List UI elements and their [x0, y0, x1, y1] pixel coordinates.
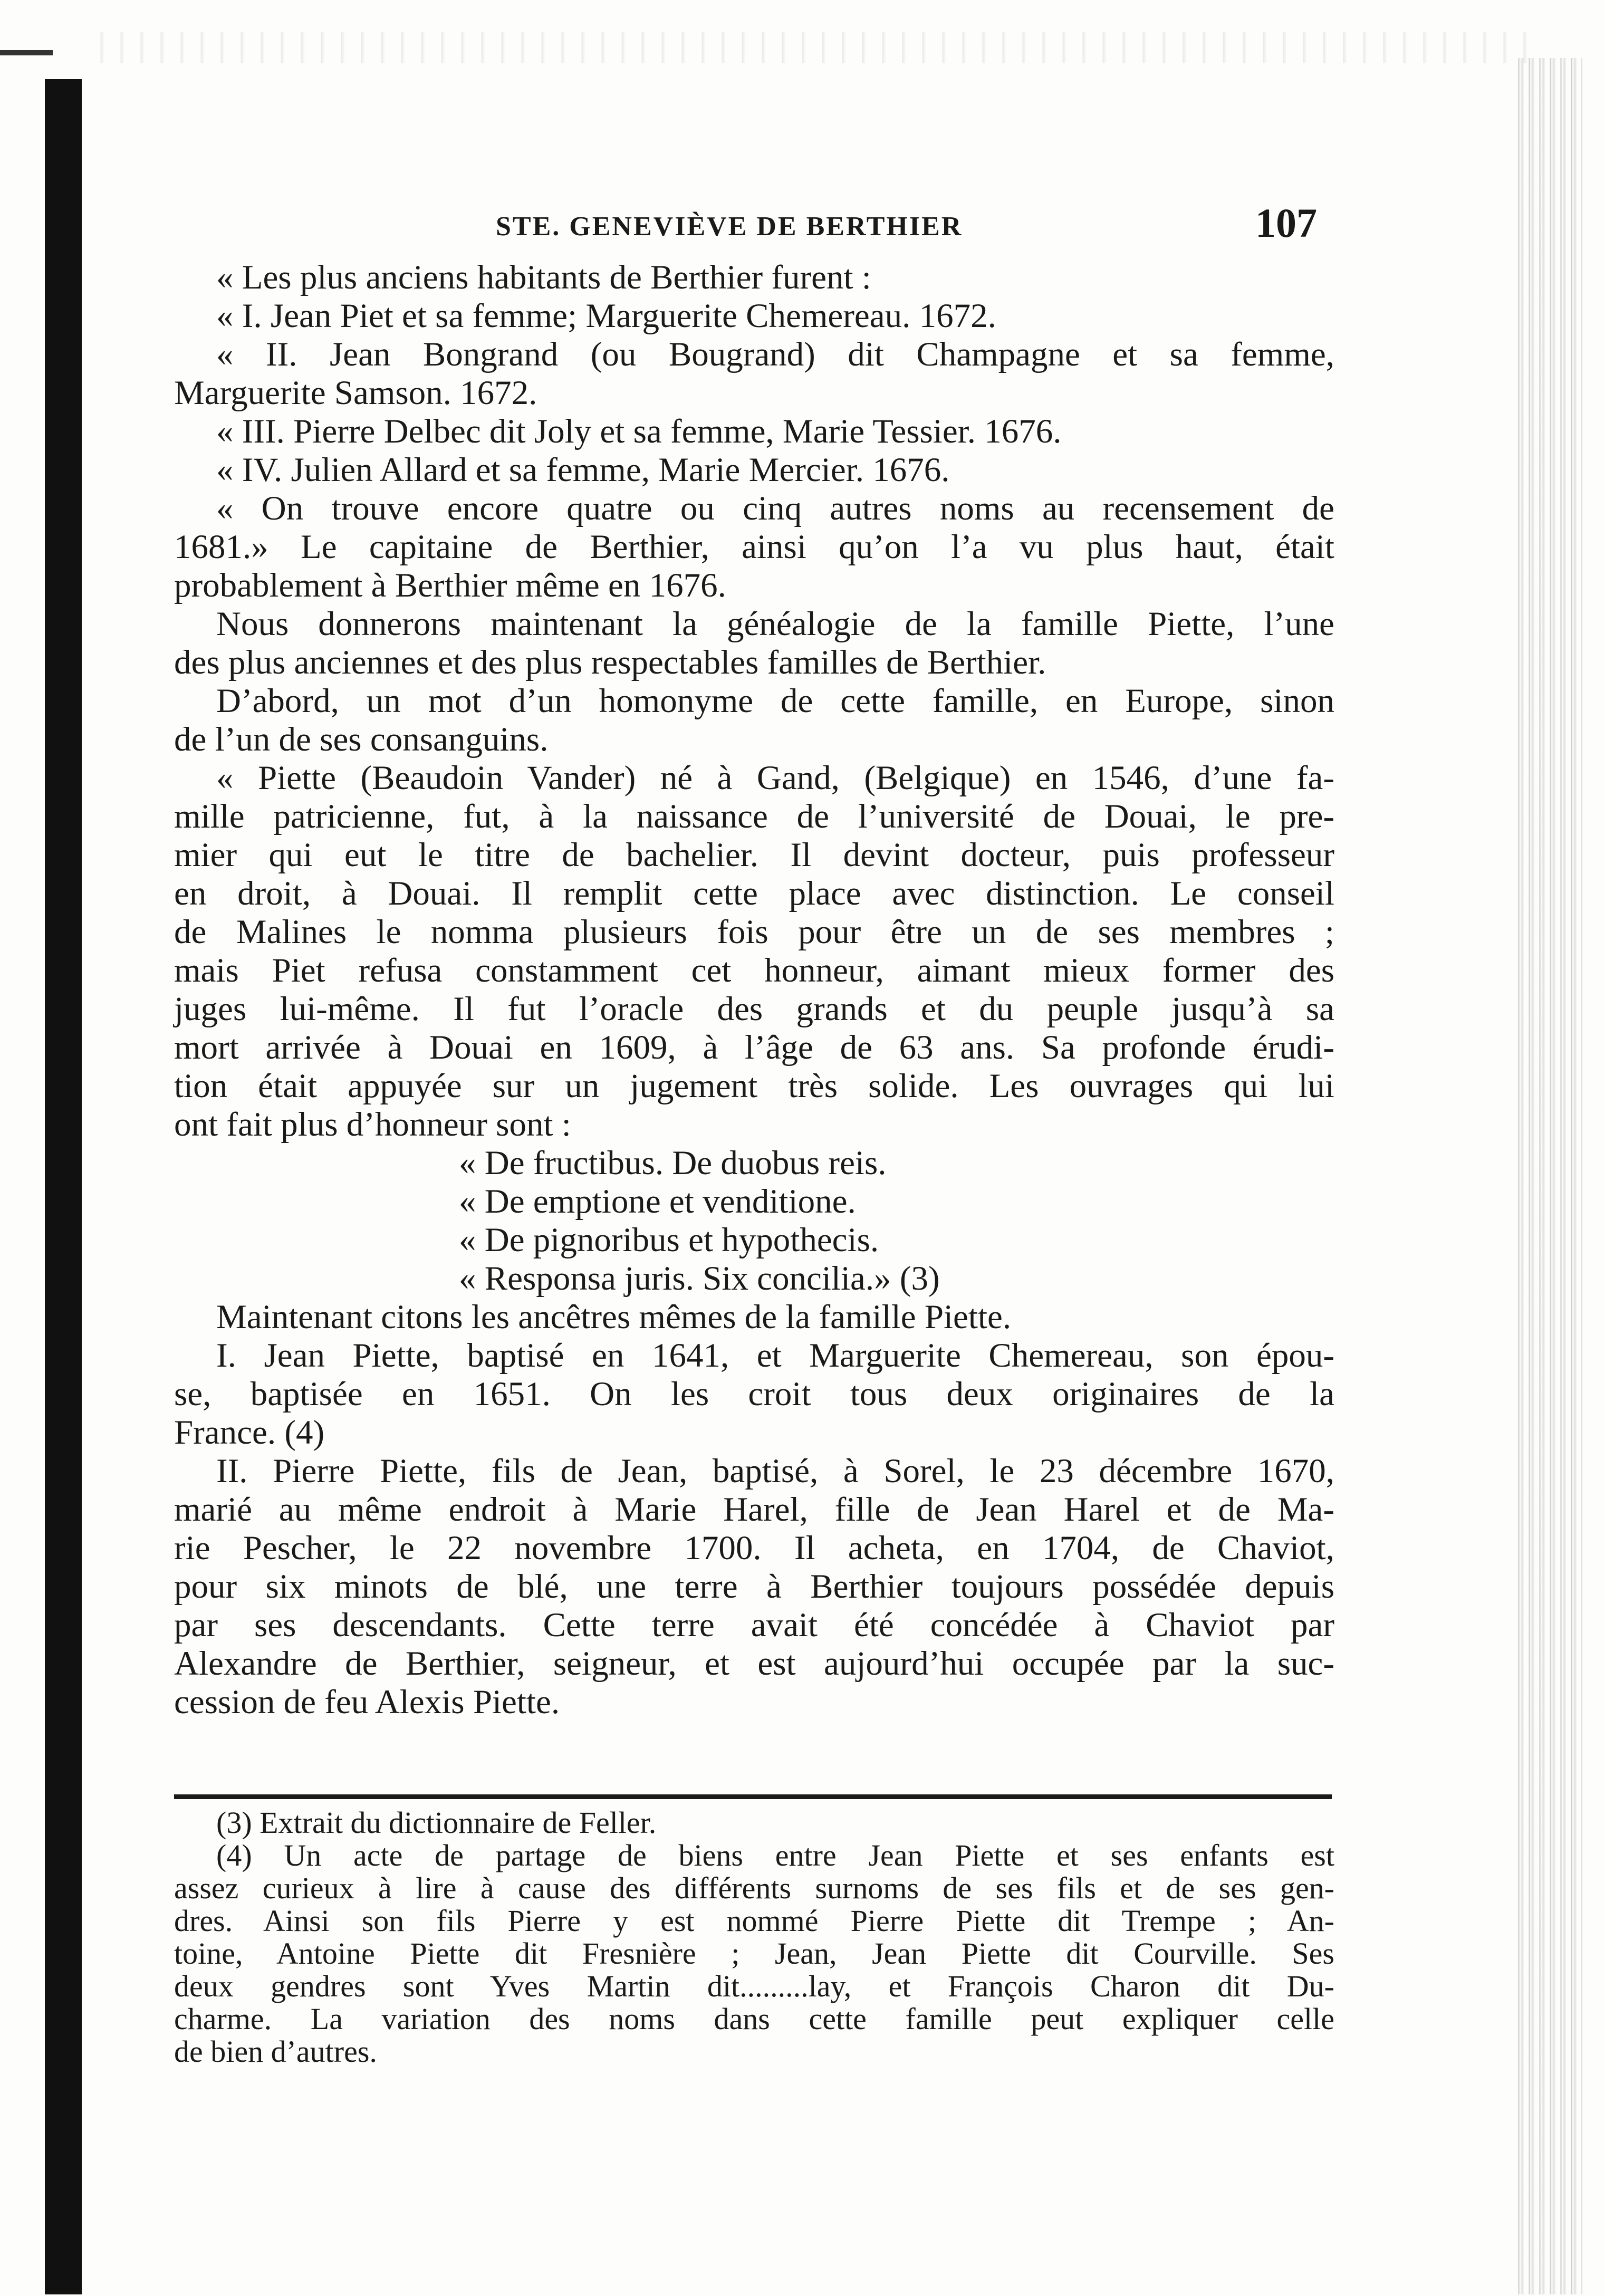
body-line: « On trouve encore quatre ou cinq autres noms au recensement de [216, 489, 1334, 527]
body-line: de Malines le nomma plusieurs fois pour être un de ses membres ; [174, 913, 1334, 951]
body-line: mille patricienne, fut, à la naissance de l’université de Douai, le pre- [174, 798, 1334, 835]
work-title-line: « De fructibus. De duobus reis. [459, 1144, 887, 1182]
body-line: se, baptisée en 1651. On les croit tous deux originaires de la [174, 1375, 1334, 1413]
body-line: « III. Pierre Delbec dit Joly et sa femme, Marie Tessier. 1676. [216, 412, 1062, 450]
body-line: mais Piet refusa constamment cet honneur, aimant mieux former des [174, 952, 1334, 990]
body-line: marié au même endroit à Marie Harel, fille de Jean Harel et de Ma- [174, 1491, 1334, 1529]
body-line: Nous donnerons maintenant la généalogie de la famille Piette, l’une [216, 605, 1334, 643]
footnote-line: deux gendres sont Yves Martin dit.........lay, et François Charon dit Du- [174, 1969, 1334, 2003]
body-line: D’abord, un mot d’un homonyme de cette famille, en Europe, sinon [216, 682, 1334, 720]
footnote-line: dres. Ainsi son fils Pierre y est nommé Pierre Piette dit Trempe ; An- [174, 1904, 1334, 1938]
body-line: « Piette (Beaudoin Vander) né à Gand, (Belgique) en 1546, d’une fa- [216, 759, 1334, 797]
body-line: cession de feu Alexis Piette. [174, 1683, 560, 1721]
body-text [174, 258, 1334, 1722]
footnote-line: de bien d’autres. [174, 2034, 377, 2069]
body-line: Marguerite Samson. 1672. [174, 374, 537, 412]
binding-shadow-left [45, 79, 82, 2294]
body-line: « Les plus anciens habitants de Berthier furent : [216, 258, 871, 296]
footnote-rule [174, 1794, 1332, 1799]
body-line: « IV. Julien Allard et sa femme, Marie Mercier. 1676. [216, 451, 950, 489]
body-line: Maintenant citons les ancêtres mêmes de la famille Piette. [216, 1298, 1012, 1336]
work-title-line: « De pignoribus et hypothecis. [459, 1221, 879, 1259]
body-line: Alexandre de Berthier, seigneur, et est aujourd’hui occupée par la suc- [174, 1645, 1334, 1683]
page-edges-right [1514, 58, 1582, 2294]
body-line: 1681.» Le capitaine de Berthier, ainsi qu’on l’a vu plus haut, était [174, 528, 1334, 566]
body-line: mier qui eut le titre de bachelier. Il devint docteur, puis professeur [174, 836, 1334, 874]
body-line: II. Pierre Piette, fils de Jean, baptisé, à Sorel, le 23 décembre 1670, [216, 1452, 1334, 1490]
scan-noise-top [84, 32, 1530, 63]
binding-edge-mark [0, 50, 53, 55]
footnote-line: toine, Antoine Piette dit Fresnière ; Jean, Jean Piette dit Courville. Ses [174, 1936, 1334, 1971]
body-line: I. Jean Piette, baptisé en 1641, et Marguerite Chemereau, son épou- [216, 1337, 1334, 1375]
footnote-line: (4) Un acte de partage de biens entre Jean Piette et ses enfants est [216, 1838, 1334, 1872]
footnote-line: charme. La variation des noms dans cette famille peut expliquer celle [174, 2002, 1334, 2036]
body-line: probablement à Berthier même en 1676. [174, 566, 726, 604]
work-title-line: « Responsa juris. Six concilia.» (3) [459, 1260, 940, 1298]
body-line: mort arrivée à Douai en 1609, à l’âge de 63 ans. Sa profonde érudi- [174, 1029, 1334, 1067]
work-title-line: « De emptione et venditione. [459, 1183, 856, 1221]
body-line: pour six minots de blé, une terre à Berthier toujours possédée depuis [174, 1568, 1334, 1606]
footnote-line: assez curieux à lire à cause des différents surnoms de ses fils et de ses gen- [174, 1871, 1334, 1905]
body-line: France. (4) [174, 1414, 325, 1452]
running-title: STE. GENEVIÈVE DE BERTHIER [496, 212, 963, 242]
body-line: des plus anciennes et des plus respectables familles de Berthier. [174, 643, 1046, 681]
body-line: juges lui-même. Il fut l’oracle des grands et du peuple jusqu’à sa [174, 990, 1334, 1028]
footnotes [174, 1807, 1334, 2068]
body-line: de l’un de ses consanguins. [174, 720, 549, 758]
body-line: ont fait plus d’honneur sont : [174, 1106, 571, 1144]
body-line: rie Pescher, le 22 novembre 1700. Il acheta, en 1704, de Chaviot, [174, 1529, 1334, 1567]
body-line: « I. Jean Piet et sa femme; Marguerite Chemereau. 1672. [216, 297, 996, 335]
footnote-line: (3) Extrait du dictionnaire de Feller. [216, 1805, 657, 1840]
body-line: en droit, à Douai. Il remplit cette place avec distinction. Le conseil [174, 875, 1334, 912]
body-line: tion était appuyée sur un jugement très solide. Les ouvrages qui lui [174, 1067, 1334, 1105]
body-line: « II. Jean Bongrand (ou Bougrand) dit Champagne et sa femme, [216, 335, 1334, 373]
body-line: par ses descendants. Cette terre avait été concédée à Chaviot par [174, 1606, 1334, 1644]
page-number: 107 [1255, 200, 1317, 246]
